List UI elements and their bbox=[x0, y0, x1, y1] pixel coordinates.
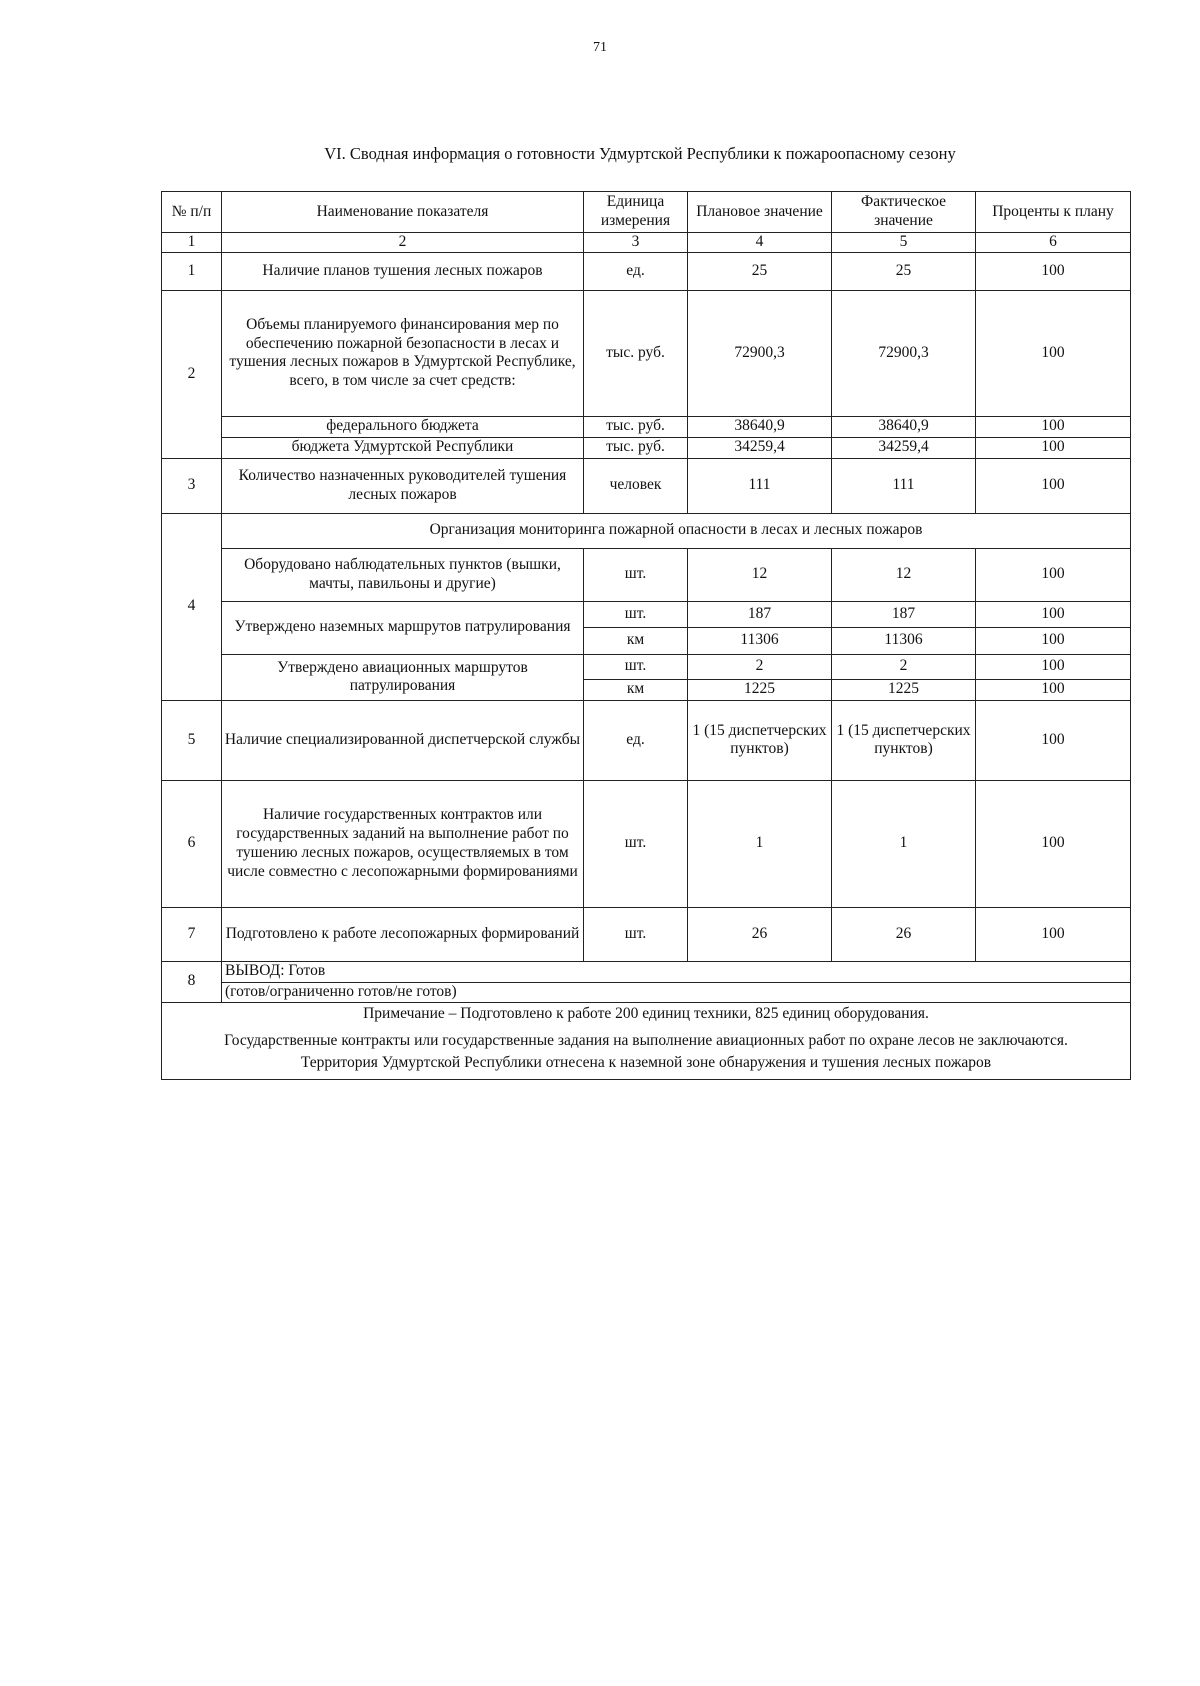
table-row bbox=[162, 982, 1131, 1002]
header-unit: Единица измерения bbox=[584, 192, 688, 233]
row-fact: 12 bbox=[832, 548, 976, 601]
header-num: № п/п bbox=[162, 192, 222, 233]
row-fact: 11306 bbox=[832, 627, 976, 654]
row-name: Наличие государственных контрактов или государственных заданий на выполнение работ по тушению лесных пожаров, осуществляемых в том числе совместно с лесопожарными формированиями bbox=[222, 780, 584, 907]
page-title: VI. Сводная информация о готовности Удмуртской Республики к пожароопасному сезону bbox=[324, 144, 956, 163]
row-fact: 187 bbox=[832, 601, 976, 627]
section-heading: Организация мониторинга пожарной опасности в лесах и лесных пожаров bbox=[222, 513, 1131, 548]
note-line: Территория Удмуртской Республики отнесена к наземной зоне обнаружения и тушения лесных пожаров bbox=[300, 1053, 992, 1071]
row-pct: 100 bbox=[976, 780, 1131, 907]
table-row bbox=[162, 416, 1131, 437]
conclusion-options: (готов/ограниченно готов/не готов) bbox=[222, 982, 1131, 1002]
column-number: 3 bbox=[584, 233, 688, 253]
header-fact: Фактическое значение bbox=[832, 192, 976, 233]
row-pct: 100 bbox=[976, 458, 1131, 513]
row-pct: 100 bbox=[976, 907, 1131, 961]
column-number: 2 bbox=[222, 233, 584, 253]
row-name: Наличие планов тушения лесных пожаров bbox=[222, 252, 584, 290]
row-fact: 1 (15 диспетчерских пунктов) bbox=[832, 700, 976, 780]
row-name: Утверждено наземных маршрутов патрулирования bbox=[222, 601, 584, 654]
page-number: 71 bbox=[593, 40, 607, 55]
row-fact: 1225 bbox=[832, 679, 976, 700]
row-plan: 1225 bbox=[688, 679, 832, 700]
row-plan: 11306 bbox=[688, 627, 832, 654]
row-unit: ед. bbox=[584, 700, 688, 780]
row-plan: 38640,9 bbox=[688, 416, 832, 437]
table-row bbox=[162, 290, 1131, 416]
table-row bbox=[162, 654, 1131, 679]
row-unit: тыс. руб. bbox=[584, 416, 688, 437]
row-unit: человек bbox=[584, 458, 688, 513]
row-pct: 100 bbox=[976, 627, 1131, 654]
row-num: 7 bbox=[162, 907, 222, 961]
note-line: Государственные контракты или государственные задания на выполнение авиационных работ по охране лесов не заключаются. bbox=[224, 1031, 1068, 1049]
row-num: 1 bbox=[162, 252, 222, 290]
header-plan: Плановое значение bbox=[688, 192, 832, 233]
table-row bbox=[162, 513, 1131, 548]
row-unit: шт. bbox=[584, 907, 688, 961]
row-num: 4 bbox=[162, 513, 222, 700]
row-name: Объемы планируемого финансирования мер по обеспечению пожарной безопасности в лесах и тушения лесных пожаров в Удмуртской Республике, всего, в том числе за счет средств: bbox=[222, 290, 584, 416]
row-fact: 72900,3 bbox=[832, 290, 976, 416]
row-name: федерального бюджета bbox=[222, 416, 584, 437]
row-plan: 187 bbox=[688, 601, 832, 627]
row-num: 6 bbox=[162, 780, 222, 907]
row-unit: ед. bbox=[584, 252, 688, 290]
row-name: Оборудовано наблюдательных пунктов (вышки, мачты, павильоны и другие) bbox=[222, 548, 584, 601]
row-num: 3 bbox=[162, 458, 222, 513]
row-num: 5 bbox=[162, 700, 222, 780]
row-plan: 1 (15 диспетчерских пунктов) bbox=[688, 700, 832, 780]
notes-cell bbox=[162, 1002, 1131, 1079]
row-num: 2 bbox=[162, 290, 222, 458]
row-unit: шт. bbox=[584, 780, 688, 907]
row-pct: 100 bbox=[976, 700, 1131, 780]
column-number: 1 bbox=[162, 233, 222, 253]
column-number: 6 bbox=[976, 233, 1131, 253]
column-number-row bbox=[162, 233, 1131, 253]
row-unit: км bbox=[584, 627, 688, 654]
row-pct: 100 bbox=[976, 437, 1131, 458]
conclusion-text: ВЫВОД: Готов bbox=[222, 961, 1131, 982]
column-number: 4 bbox=[688, 233, 832, 253]
table-row bbox=[162, 601, 1131, 627]
row-fact: 34259,4 bbox=[832, 437, 976, 458]
column-number: 5 bbox=[832, 233, 976, 253]
row-pct: 100 bbox=[976, 290, 1131, 416]
row-plan: 72900,3 bbox=[688, 290, 832, 416]
row-name: Наличие специализированной диспетчерской службы bbox=[222, 700, 584, 780]
row-fact: 26 bbox=[832, 907, 976, 961]
row-name: Подготовлено к работе лесопожарных формирований bbox=[222, 907, 584, 961]
notes-row bbox=[162, 1002, 1131, 1079]
table-header-row bbox=[162, 192, 1131, 233]
header-pct: Проценты к плану bbox=[976, 192, 1131, 233]
row-name: Утверждено авиационных маршрутов патрулирования bbox=[222, 654, 584, 700]
table-row bbox=[162, 252, 1131, 290]
row-plan: 26 bbox=[688, 907, 832, 961]
row-pct: 100 bbox=[976, 679, 1131, 700]
row-fact: 2 bbox=[832, 654, 976, 679]
table-row bbox=[162, 548, 1131, 601]
row-pct: 100 bbox=[976, 601, 1131, 627]
row-num: 8 bbox=[162, 961, 222, 1002]
row-plan: 111 bbox=[688, 458, 832, 513]
note-line: Примечание – Подготовлено к работе 200 единиц техники, 825 единиц оборудования. bbox=[363, 1004, 929, 1022]
table-row bbox=[162, 700, 1131, 780]
row-unit: шт. bbox=[584, 548, 688, 601]
header-name: Наименование показателя bbox=[222, 192, 584, 233]
row-pct: 100 bbox=[976, 416, 1131, 437]
row-fact: 38640,9 bbox=[832, 416, 976, 437]
row-pct: 100 bbox=[976, 654, 1131, 679]
row-unit: км bbox=[584, 679, 688, 700]
readiness-table bbox=[161, 191, 1131, 1080]
row-name: Количество назначенных руководителей тушения лесных пожаров bbox=[222, 458, 584, 513]
row-unit: шт. bbox=[584, 654, 688, 679]
table-row bbox=[162, 961, 1131, 982]
row-fact: 111 bbox=[832, 458, 976, 513]
row-name: бюджета Удмуртской Республики bbox=[222, 437, 584, 458]
row-pct: 100 bbox=[976, 548, 1131, 601]
row-unit: тыс. руб. bbox=[584, 437, 688, 458]
table-row bbox=[162, 458, 1131, 513]
row-pct: 100 bbox=[976, 252, 1131, 290]
row-plan: 12 bbox=[688, 548, 832, 601]
row-unit: тыс. руб. bbox=[584, 290, 688, 416]
row-plan: 25 bbox=[688, 252, 832, 290]
table-row bbox=[162, 437, 1131, 458]
row-unit: шт. bbox=[584, 601, 688, 627]
row-plan: 34259,4 bbox=[688, 437, 832, 458]
table-row bbox=[162, 780, 1131, 907]
row-plan: 1 bbox=[688, 780, 832, 907]
row-plan: 2 bbox=[688, 654, 832, 679]
row-fact: 1 bbox=[832, 780, 976, 907]
table-row bbox=[162, 907, 1131, 961]
row-fact: 25 bbox=[832, 252, 976, 290]
